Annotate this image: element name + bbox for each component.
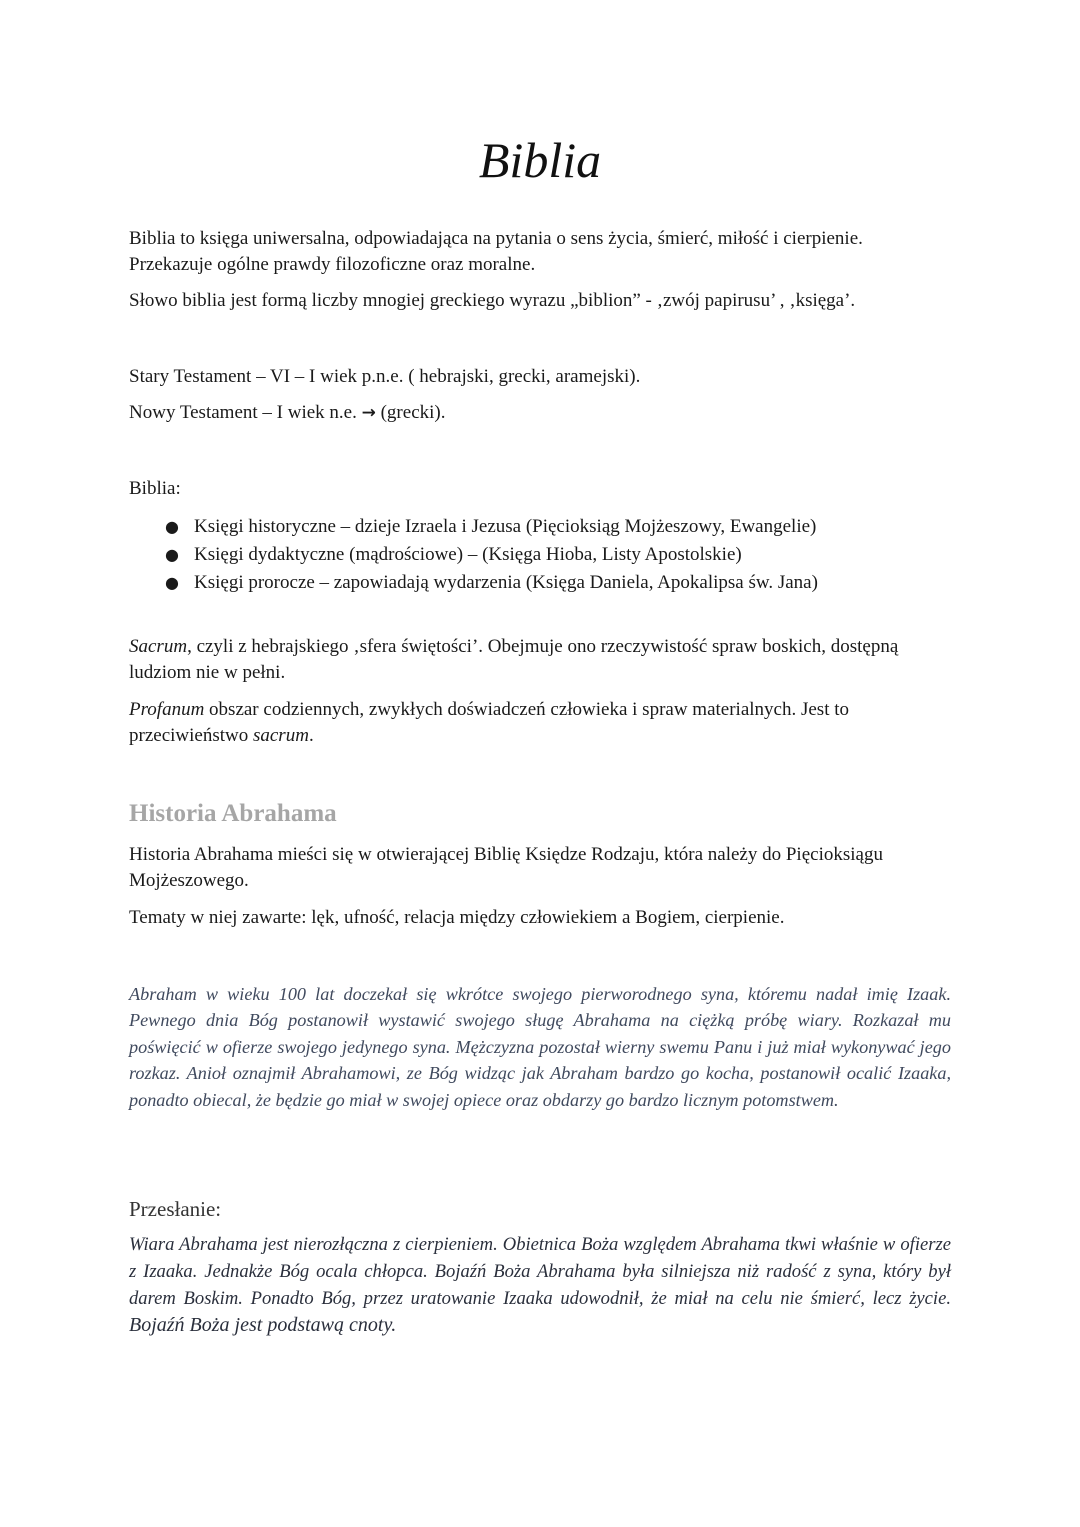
new-testament-text: Nowy Testament – I wiek n.e. [129, 402, 357, 423]
list-item-text: Księgi historyczne – dzieje Izraela i Jezusa (Pięcioksiąg Mojżeszowy, Ewangelie) [194, 516, 817, 537]
books-label: Biblia: [129, 478, 181, 499]
old-testament-line: Stary Testament – VI – I wiek p.n.e. ( hebrajski, grecki, aramejski). [129, 366, 641, 387]
bullet-icon: ● [165, 545, 179, 564]
right-arrow-icon: → [361, 403, 376, 423]
intro-paragraph [129, 226, 959, 278]
profanum-term: Profanum [129, 699, 205, 720]
sacrum-definition: , czyli z hebrajskiego ‚sfera świętości’. Obejmuje ono rzeczywistość spraw boskich, dostępną [187, 636, 899, 657]
intro-line-1: Biblia to księga uniwersalna, odpowiadająca na pytania o sens życia, śmierć, miłość i cierpienie. [129, 228, 863, 249]
abraham-intro-line-2: Mojżeszowego. [129, 870, 249, 891]
intro-line-2: Przekazuje ogólne prawdy filozoficzne oraz moralne. [129, 254, 536, 275]
message-paragraph [129, 1231, 951, 1339]
new-testament-language: (grecki). [380, 402, 446, 423]
page-title: Biblia [478, 132, 602, 188]
list-item [129, 513, 959, 541]
message-label: Przesłanie: [129, 1197, 222, 1221]
profanum-definition-suffix: . [308, 725, 314, 746]
new-testament-line [129, 400, 959, 426]
sacrum-definition-end: ludziom nie w pełni. [129, 662, 286, 683]
list-item [129, 541, 959, 569]
profanum-sacrum-term: sacrum [252, 725, 309, 746]
message-text: Wiara Abrahama jest nierozłączna z cierpieniem. Obietnica Boża względem Abrahama tkwi właśnie w ofierze z Izaaka. Jednakże Bóg ocala chłopca. Bojaźń Boża Abrahama była silniejsza niż radość z syna, który był darem Boskim. Ponadto Bóg, przez uratowanie Izaaka udowodnił, że miał na celu nie śmierć, lecz życie. [129, 1234, 951, 1309]
profanum-definition-prefix: przeciwieństwo [129, 725, 253, 746]
bullet-icon: ● [165, 517, 179, 536]
abraham-story-paragraph: Abraham w wieku 100 lat doczekał się wkrótce swojego pierworodnego syna, któremu nadał imię Izaak. Pewnego dnia Bóg postanowił wystawić swojego sługę Abrahama na ciężką próbę wiary. Rozkazał mu poświęcić w ofierze swojego jedynego syna. Mężczyzna pozostał wierny swemu Panu i już miał wykonywać jego rozkaz. Anioł oznajmił Abrahamowi, ze Bóg widząc jak Abraham bardzo go kocha, postanowił ocalić Izaaka, ponadto obiecal, że będzie go miał w swojej opiece oraz obdarzy go bardzo licznym potomstwem. [129, 984, 951, 1110]
profanum-definition: obszar codziennych, zwykłych doświadczeń człowieka i spraw materialnych. Jest to [204, 699, 850, 720]
abraham-themes-paragraph: Tematy w niej zawarte: lęk, ufność, relacja między człowiekiem a Bogiem, cierpienie. [129, 907, 785, 928]
list-item [129, 569, 959, 597]
sacrum-term: Sacrum [129, 636, 188, 657]
abraham-intro-line-1: Historia Abrahama mieści się w otwierającej Biblię Księdze Rodzaju, która należy do Pięcioksiągu [129, 844, 883, 865]
abraham-intro-paragraph [129, 842, 959, 894]
etymology-paragraph: Słowo biblia jest formą liczby mnogiej greckiego wyrazu „biblion” - ‚zwój papirusu’ , ‚księga’. [129, 290, 856, 311]
list-item-text: Księgi prorocze – zapowiadają wydarzenia (Księga Daniela, Apokalipsa św. Jana) [194, 572, 818, 593]
message-conclusion: Bojaźń Boża jest podstawą cnoty. [129, 1314, 397, 1336]
profanum-paragraph [129, 697, 959, 749]
books-list [129, 513, 959, 597]
sacrum-paragraph [129, 634, 959, 686]
section-heading-abraham: Historia Abrahama [129, 800, 337, 827]
bullet-icon: ● [165, 573, 179, 592]
list-item-text: Księgi dydaktyczne (mądrościowe) – (Księga Hioba, Listy Apostolskie) [194, 544, 742, 565]
